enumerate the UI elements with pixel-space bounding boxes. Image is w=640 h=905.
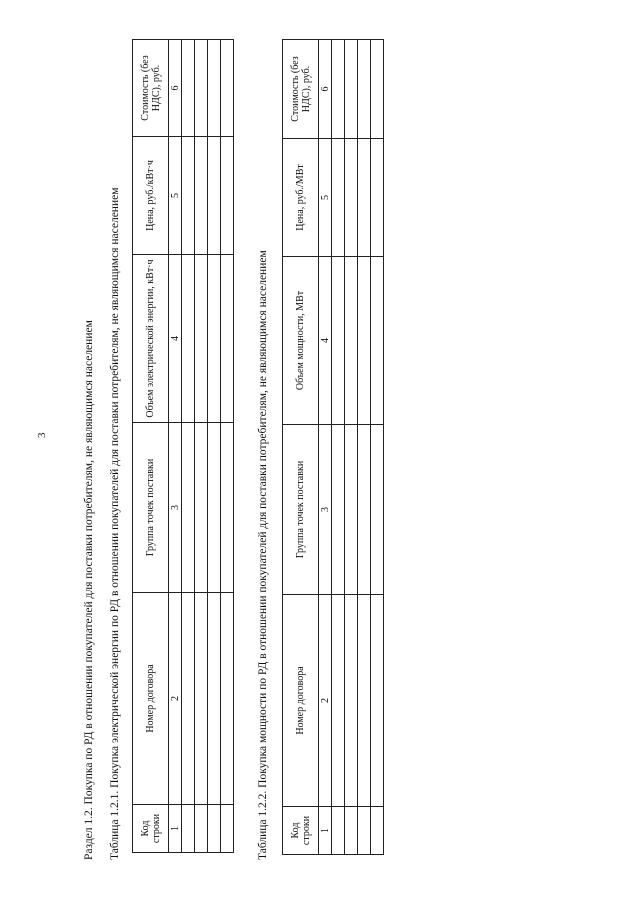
table2-num-6: 6	[319, 40, 332, 139]
table2-header-contract: Номер договора	[283, 595, 319, 807]
table2-header-cost: Стоимость (без НДС), руб.	[283, 40, 319, 139]
table-row	[358, 40, 371, 855]
table2-header-group: Группа точек поставки	[283, 425, 319, 595]
table1-header-group: Группа точек поставки	[133, 423, 169, 593]
table2-num-1: 1	[319, 807, 332, 855]
table1-caption: Таблица 1.2.1. Покупка электрической энергии по РД в отношении покупателей для поставки потребителям, не являющимся населением	[109, 187, 121, 860]
table-row	[208, 40, 221, 853]
table1-header-contract: Номер договора	[133, 593, 169, 805]
table-row	[345, 40, 358, 855]
table1-header-price: Цена, руб./кВт·ч	[133, 137, 169, 255]
table-row	[182, 40, 195, 853]
table1-num-1: 1	[169, 805, 182, 853]
table2-caption: Таблица 1.2.2. Покупка мощности по РД в отношении покупателей для поставки потребителям, не являющимся населением	[257, 250, 269, 860]
table2-num-4: 4	[319, 257, 332, 425]
table2-header-volume: Объем мощности, МВт	[283, 257, 319, 425]
table1-header-row	[133, 40, 169, 853]
page-number: 3	[36, 432, 48, 438]
table1-number-row	[169, 40, 182, 853]
table1-header-volume: Объем электрической энергии, кВт·ч	[133, 255, 169, 423]
table2-num-3: 3	[319, 425, 332, 595]
table1-header-code: Код строки	[133, 805, 169, 853]
table1-num-3: 3	[169, 423, 182, 593]
table-row	[195, 40, 208, 853]
table-row	[371, 40, 384, 855]
table-row	[332, 40, 345, 855]
table2-num-5: 5	[319, 139, 332, 257]
table2-header-row	[283, 40, 319, 855]
table2	[282, 39, 384, 855]
table2-header-price: Цена, руб./МВт	[283, 139, 319, 257]
table1-num-6: 6	[169, 40, 182, 137]
table2-header-code: Код строки	[283, 807, 319, 855]
table2-num-2: 2	[319, 595, 332, 807]
table1-num-4: 4	[169, 255, 182, 423]
table1	[132, 39, 234, 853]
table2-number-row	[319, 40, 332, 855]
section-title: Раздел 1.2. Покупка по РД в отношении покупателей для поставки потребителям, не являющимся населением	[83, 320, 95, 860]
table1-header-cost: Стоимость (без НДС), руб.	[133, 40, 169, 137]
table-row	[221, 40, 234, 853]
table1-num-5: 5	[169, 137, 182, 255]
table1-num-2: 2	[169, 593, 182, 805]
table1-wrapper	[132, 39, 234, 853]
table2-wrapper	[282, 39, 384, 855]
